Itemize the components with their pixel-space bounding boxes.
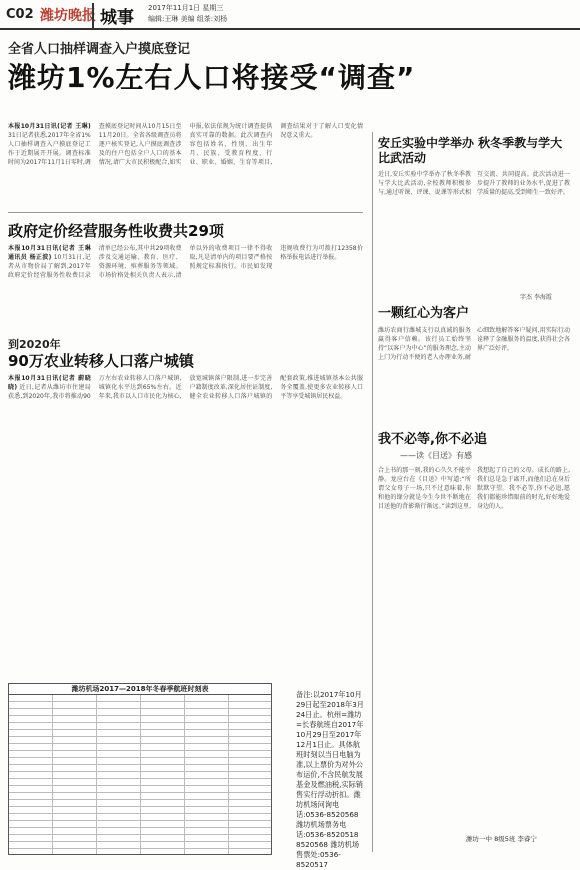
story2-text: 10月31日,记者从市物价局了解到,2017年政府定价经营服务性收费目录清单已经公布,其中共29项收费涉及交通运输、教育、医疗、资源环境、殡葬服务等领域。市场价格处相关负责人表示,清单以外的收费项目一律不得收取,凡是清单内的项目要严格按照规定标准执行。市民如发现违规收费行为可拨打12358价格举报电话进行举报。 — [8, 245, 363, 279]
page-number: C02 — [6, 7, 34, 22]
lead-text: 31日记者获悉,2017年全省1%人口抽样调查入户摸底登记工作于近期展开开展。调查标准时间为2017年11月1日零时,调查摸底登记时间从10月15日至11月20日。全省各级调查员将逐户核实登记,入户摸底调查涉及的住户包括全户人口的基本情况,请广大市民积极配合,如实申报,依法依规为统计调查提供真实可靠的数据。此次调查内容包括姓名、性别、出生年月、民族、受教育程度、行业、职业、婚姻、生育等项目,调查结果对于了解人口变化情况意义重大。 — [8, 123, 363, 166]
divider — [8, 212, 363, 213]
story3-text: 近日,记者从潍坊市住建局获悉,到2020年,我市将推动90万左右农业转移人口落户城镇,城镇化水平达到65%左右。近年来,我市以人口市民化为核心,放宽城镇落户限制,进一步完善户籍制度改革,深化居住证制度,健全农业转移人口落户城镇的配套政策,推进城镇基本公共服务全覆盖,使更多农业转移人口平等享受城镇居民权益。 — [8, 375, 363, 400]
story3-headline: 90万农业转移人口落户城镇 — [8, 352, 194, 370]
story2-article — [8, 244, 363, 322]
right-headline-3: 我不必等,你不必追 — [378, 432, 487, 447]
header-meta — [148, 3, 227, 25]
story2-byline: 本报10月31日讯(记者 王琳 通讯员 杨正波) — [8, 245, 91, 261]
flight-note: 备注:以2017年10月29日起至2018年3月24日止。杭州=潍坊=长春航班自2017年10月29日至2017年12月1日止。具体航班时刻以当日电脑为准,以上票价为对外公布运价,不含民航发展基金及燃油税,实际销售实行浮动折扣。潍坊机场问询电话:0536-8520568 潍坊机场票务电话:0536-8520518 8520568 潍坊机场售票处:0536-8520517 — [296, 690, 364, 869]
column-divider — [372, 132, 373, 852]
story3-kicker: 到2020年 — [8, 338, 61, 351]
right-author-1: 字杰 李海霞 — [520, 294, 552, 301]
story3-article — [8, 374, 363, 464]
flight-schedule-table — [8, 683, 272, 855]
right-article-3: 合上书的那一刻,我的心久久不能平静。龙应台在《目送》中写道:“所谓父女母子一场,只不过意味着,你和他的缘分就是今生今世不断地在目送他的背影渐行渐远。”读到这里,我想起了自己的父母。成长的路上,我们总是急于离开,而他们总在身后默默守望。我不必等,你不必追,愿我们都能珍惜眼前的时光,好好地爱身边的人。 — [378, 467, 570, 510]
right-article-2: 潍坊农商行潍城支行以真诚的服务赢得客户信赖。该行员工始终坚持“以客户为中心”的服务理念,主动上门为行动不便的老人办理业务,耐心细致地解答客户疑问,用实际行动诠释了金融服务的温度,获得社会各界广泛好评。 — [378, 327, 570, 361]
lead-kicker: 全省人口抽样调查入户摸底登记 — [8, 42, 191, 57]
right-article-1: 近日,安丘实验中学举办了秋冬季教与学大比武活动,全校教师积极参与,通过听课、评课、说课等形式相互交流、共同提高。此次活动进一步提升了教师的业务水平,促进了教学质量的提高,受到师生一致好评。 — [378, 171, 570, 196]
date-line: 2017年11月1日 星期三 — [148, 4, 224, 12]
paper-logo: 潍坊晚报 — [40, 8, 96, 24]
flight-table-title: 潍坊机场2017—2018年冬春季航班时刻表 — [9, 684, 271, 695]
lead-article — [8, 122, 363, 206]
lead-headline: 潍坊1%左右人口将接受“调查” — [8, 61, 416, 94]
editor-line: 编辑:王琳 美编 组茶:刘杨 — [148, 15, 228, 23]
right-subline-3: ——读《目送》有感 — [400, 451, 472, 460]
flight-table-grid — [9, 695, 271, 854]
section-title: 城事 — [92, 3, 134, 28]
story2-headline: 政府定价经营服务性收费共29项 — [8, 222, 224, 240]
right-headline-1: 安丘实验中学举办 秋冬季教与学大比武活动 — [378, 136, 563, 165]
right-headline-2: 一颗红心为客户 — [378, 306, 470, 321]
lead-byline: 本报10月31日讯(记者 王琳) — [8, 123, 91, 130]
right-author-3: 潍坊一中 8级5班 李睿宁 — [466, 835, 537, 843]
story3-byline: 本报10月31日讯(记者 蔚晓晓) — [8, 375, 91, 391]
